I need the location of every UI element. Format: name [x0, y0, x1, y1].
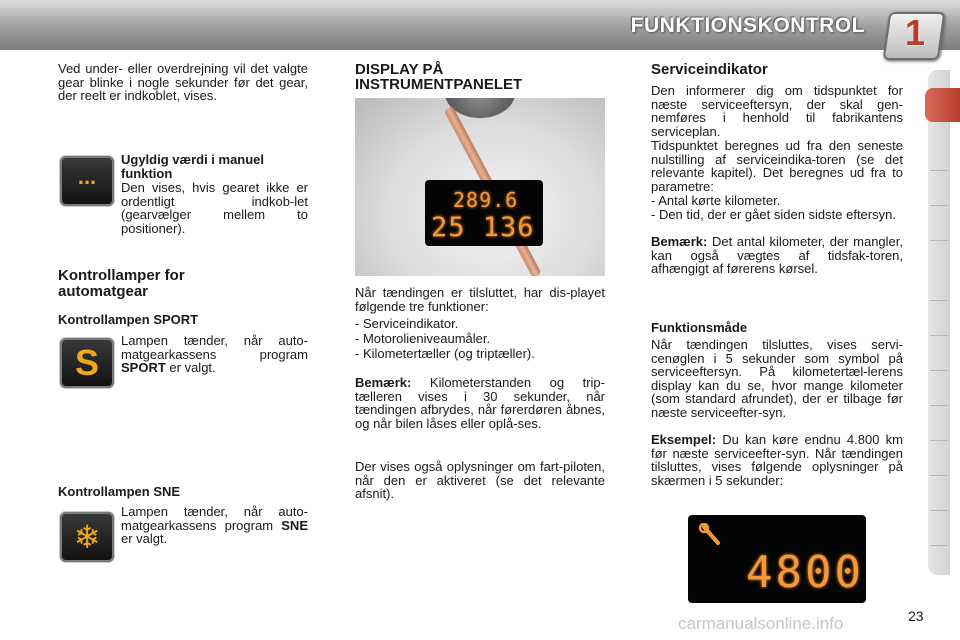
function-heading: Funktionsmåde [651, 320, 748, 335]
trip-readout: 289.6 [453, 188, 519, 212]
wrench-icon [698, 523, 724, 549]
note-body: Det antal kilometer, der mangler, kan også vægtes af tidsfak-toren, afhængigt af førerens kørsel. [651, 234, 903, 277]
invalid-value-heading: Ugyldig værdi i manuel funktion [121, 152, 265, 181]
sport-lamp-heading: Kontrollampen SPORT [58, 312, 199, 327]
instrument-panel-photo [355, 98, 605, 276]
display-bullet: - Motorolieniveaumåler. [355, 331, 491, 346]
service-km-readout: 4800 [746, 547, 864, 598]
sport-lamp-icon [60, 338, 114, 388]
sport-body-end: er valgt. [165, 360, 216, 376]
chapter-tabs[interactable] [928, 70, 950, 575]
tab-divider [930, 300, 948, 301]
tab-divider [930, 335, 948, 336]
snow-lamp-heading: Kontrollampen SNE [58, 484, 181, 499]
display-note [355, 376, 605, 430]
chapter-number: 1 [904, 12, 926, 53]
chapter-tab-active[interactable] [925, 88, 960, 122]
display-section-heading: DISPLAY PÅ INSTRUMENTPANELET [355, 61, 523, 93]
cruise-control-note: Der vises også oplysninger om fart-piloten, når den er aktiveret (se det relevante afsnit). [355, 459, 605, 502]
tab-divider [930, 440, 948, 441]
odometer-lcd [425, 180, 543, 246]
note-label: Bemærk: [355, 375, 412, 390]
tab-divider [930, 370, 948, 371]
example-paragraph [651, 433, 903, 487]
intro-paragraph: Ved under- eller overdrejning vil det valgte gear blinke i nogle sekunder før det gear, der reelt er indkoblet, vises. [58, 61, 308, 104]
snowflake-icon: ❄ [73, 518, 101, 556]
service-bullet: - Den tid, der er gået siden sidste eftersyn. [651, 207, 896, 222]
service-indicator-heading: Serviceindikator [651, 61, 768, 78]
snow-body-text: Lampen tænder, når auto-matgearkassens program [121, 504, 308, 533]
page-number: 23 [908, 608, 924, 624]
snow-lamp-body [121, 505, 308, 546]
sport-body-text: Lampen tænder, når auto-matgearkassens program [121, 333, 308, 362]
function-body: Når tændingen tilsluttes, vises servi-cenøglen i 5 sekunder som symbol på serviceeftersyn. På kilometertæl-lerens display kan du se, hvor mange kilometer (som standard afrundet), der er tilbage før næste serviceefter-syn. [651, 337, 903, 420]
invalid-value-body: Den vises, hvis gearet ikke er ordentligt indkob-let (gearvælger mellem to positioner). [121, 180, 308, 236]
tab-divider [930, 510, 948, 511]
service-paragraph-2: Tidspunktet beregnes ud fra den seneste nulstilling af serviceindika-toren (se det relevante kapitel). Det beregnes ud fra to parametre: [651, 138, 903, 194]
service-paragraph-1: Den informerer dig om tidspunktet for næste serviceeftersyn, der skal gen-nemføres i henhold til fabrikantens serviceplan. [651, 83, 903, 139]
tab-divider [930, 170, 948, 171]
service-lcd [688, 515, 866, 603]
invalid-gear-warning-icon [60, 156, 114, 206]
snow-body-end: er valgt. [121, 531, 168, 547]
section-heading-auto-gear: Kontrollamper for automatgear [58, 267, 185, 300]
sport-lamp-body [121, 334, 308, 375]
tab-divider [930, 405, 948, 406]
snow-lamp-icon [60, 512, 114, 562]
sport-body-bold: SPORT [121, 360, 166, 376]
note-body: Kilometerstanden og trip-tælleren vises i 30 sekunder, når tændingen afbrydes, når førerdøren åbnes, og når bilen låses eller oplå-ses. [355, 375, 605, 431]
page-title: FUNKTIONSKONTROL [630, 14, 865, 37]
display-bullet: - Serviceindikator. [355, 316, 459, 331]
tab-divider [930, 475, 948, 476]
snow-body-bold: SNE [281, 517, 308, 533]
note-label: Bemærk: [651, 234, 708, 249]
example-body: Du kan køre endnu 4.800 km før næste serviceefter-syn. Når tændingen tilsluttes, vises følgende oplysninger på skærmen i 5 sekunder: [651, 432, 903, 488]
odometer-readout: 25 136 [431, 212, 535, 243]
dots-icon: ... [77, 164, 97, 189]
tab-divider [930, 545, 948, 546]
example-label: Eksempel: [651, 432, 717, 447]
tab-divider [930, 240, 948, 241]
tab-divider [930, 205, 948, 206]
display-bullet: - Kilometertæller (og triptæller). [355, 346, 535, 361]
service-note [651, 235, 903, 276]
watermark: carmanualsonline.info [678, 614, 844, 633]
sport-s-icon: S [74, 342, 99, 383]
display-intro: Når tændingen er tilsluttet, har dis-playet følgende tre funktioner: [355, 285, 605, 314]
service-bullet: - Antal kørte kilometer. [651, 193, 781, 208]
